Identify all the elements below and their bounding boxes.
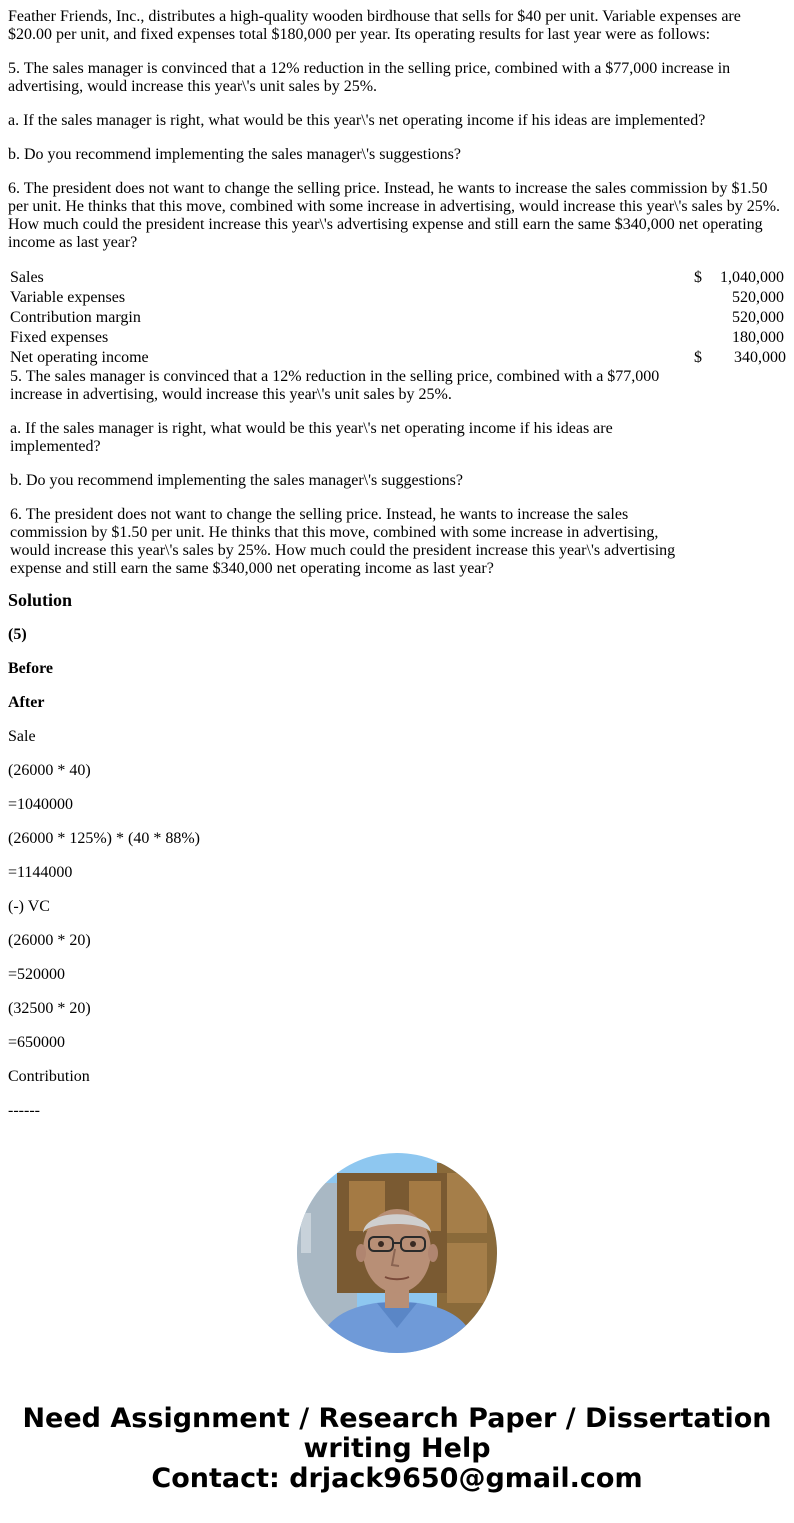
footer-line-2: writing Help [303,1433,491,1464]
row-currency [692,308,704,328]
row-label: Sales [10,269,44,286]
footer-contact: Contact: drjack9650@gmail.com [151,1463,643,1494]
income-statement-table [8,268,786,578]
row-label: Fixed expenses [10,329,109,346]
avatar-portrait-image [297,1153,497,1353]
row-amount: 340,000 [734,349,786,366]
row-label: Contribution margin [10,309,141,326]
table-question-cell [8,368,692,578]
solution-line: Contribution [8,1068,90,1085]
author-avatar [297,1153,497,1353]
row-currency: $ [694,349,702,366]
row-currency [692,328,704,348]
table-question-5b: b. Do you recommend implementing the sales manager\'s suggestions? [10,472,464,489]
row-amount: 520,000 [732,309,784,326]
solution-line: (26000 * 125%) * (40 * 88%) [8,830,200,847]
solution-line: =650000 [8,1034,66,1051]
row-label: Net operating income [10,349,149,366]
solution-line: (-) VC [8,898,50,915]
solution-line: =1040000 [8,796,74,813]
table-row [8,268,786,288]
solution-heading: Solution [8,590,73,610]
row-currency [692,288,704,308]
row-currency: $ [694,269,702,286]
solution-line: (32500 * 20) [8,1000,91,1017]
solution-line: Sale [8,728,36,745]
contact-footer [0,1404,794,1494]
solution-line: ------ [8,1102,40,1119]
row-amount: 1,040,000 [720,269,784,286]
table-row [8,348,786,368]
table-question-5: 5. The sales manager is convinced that a 12% reduction in the selling price, combined with a $77,000 increase in advertising, would increase this year\'s unit sales by 25%. [10,368,660,403]
solution-line: (26000 * 20) [8,932,91,949]
table-row [8,308,786,328]
table-row [8,368,786,578]
solution-part: (5) [8,626,27,643]
table-row [8,328,786,348]
solution-line: =520000 [8,966,66,983]
question-5b: b. Do you recommend implementing the sales manager\'s suggestions? [8,146,462,163]
intro-paragraph: Feather Friends, Inc., distributes a high-quality wooden birdhouse that sells for $40 per unit. Variable expenses are $20.00 per unit, and fixed expenses total $180,000 per year. Its operating results for last year were as follows: [8,8,741,43]
row-amount: 520,000 [732,289,784,306]
solution-before: Before [8,660,54,677]
question-5a: a. If the sales manager is right, what would be this year\'s net operating income if his ideas are implemented? [8,112,706,129]
solution-line: =1144000 [8,864,73,881]
table-question-6: 6. The president does not want to change the selling price. Instead, he wants to increase the sales commission by $1.50 per unit. He thinks that this move, combined with some increase in advertising, would increase this year\'s sales by 25%. How much could the president increase this year\'s advertising expense and still earn the same $340,000 net operating income as last year? [10,506,676,577]
solution-after: After [8,694,45,711]
document-content [8,8,786,1123]
row-label: Variable expenses [10,289,126,306]
footer-line-1: Need Assignment / Research Paper / Dissertation [22,1403,772,1434]
row-amount: 180,000 [732,329,784,346]
question-5: 5. The sales manager is convinced that a 12% reduction in the selling price, combined with a $77,000 increase in advertising, would increase this year\'s unit sales by 25%. [8,60,731,95]
solution-line: (26000 * 40) [8,762,91,779]
table-row [8,288,786,308]
table-question-5a: a. If the sales manager is right, what would be this year\'s net operating income if his ideas are implemented? [10,420,613,455]
question-6: 6. The president does not want to change the selling price. Instead, he wants to increase the sales commission by $1.50 per unit. He thinks that this move, combined with some increase in advertising, would increase this year\'s sales by 25%. How much could the president increase this year\'s advertising expense and still earn the same $340,000 net operating income as last year? [8,180,781,251]
